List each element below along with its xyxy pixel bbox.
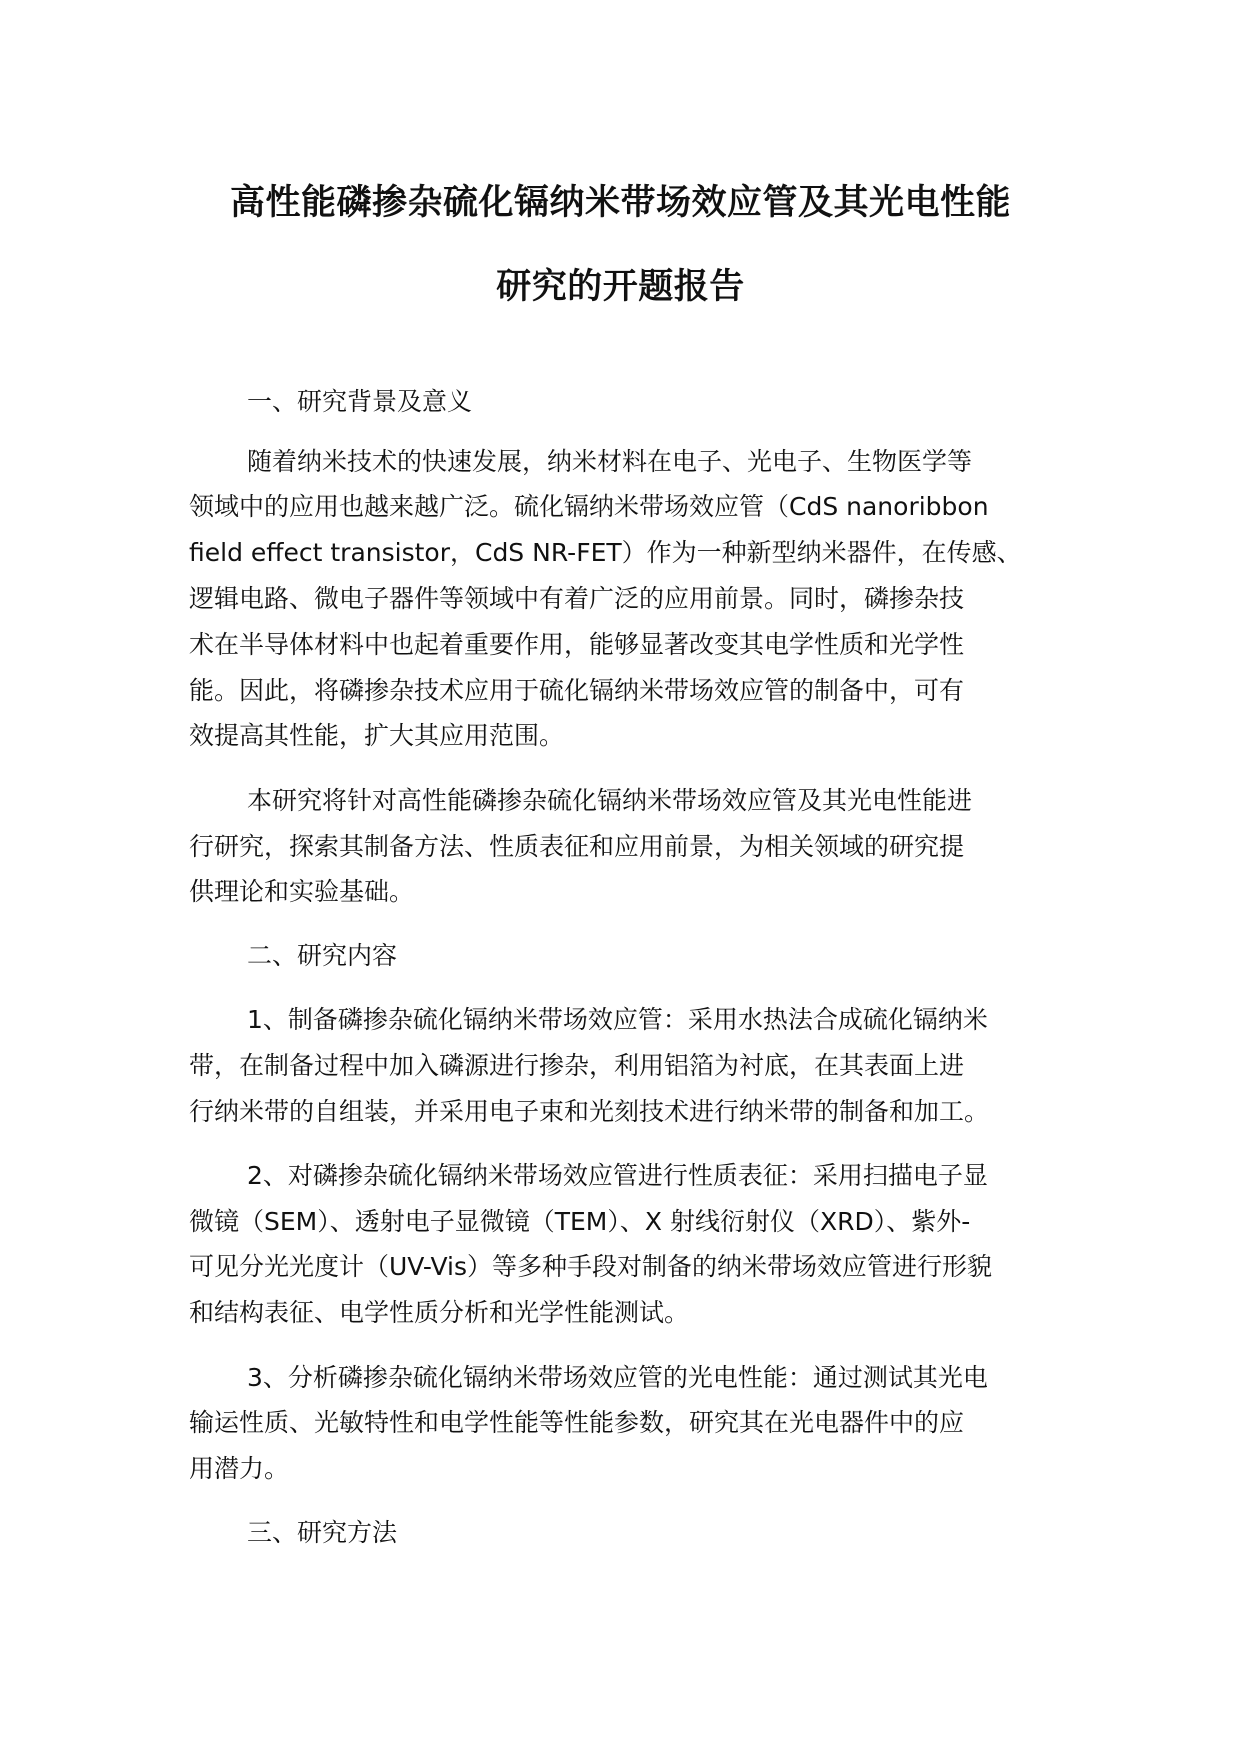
body-text-line: 效提高其性能，扩大其应用范围。 [189,721,565,750]
body-text-line: 能。因此，将磷掺杂技术应用于硫化镉纳米带场效应管的制备中，可有 [189,676,965,705]
body-text-line: 供理论和实验基础。 [189,877,415,906]
body-text-line: field effect transistor，CdS NR-FET）作为一种新型纳米器件，在传感、 [189,538,1022,567]
body-text-line: 带，在制备过程中加入磷源进行掺杂，利用铝箔为衬底，在其表面上进 [189,1051,965,1080]
body-text-line: 和结构表征、电学性质分析和光学性能测试。 [189,1298,690,1327]
body-text-line: 输运性质、光敏特性和电学性能等性能参数，研究其在光电器件中的应 [189,1408,965,1437]
body-text-line: 微镜（SEM）、透射电子显微镜（TEM）、X 射线衍射仪（XRD）、紫外- [189,1207,971,1236]
section-heading-content: 二、研究内容 [247,941,398,970]
body-text-line: 术在半导体材料中也起着重要作用，能够显著改变其电学性质和光学性 [189,630,965,659]
section-heading-method: 三、研究方法 [247,1518,398,1547]
body-text-line: 1、制备磷掺杂硫化镉纳米带场效应管：采用水热法合成硫化镉纳米 [247,1005,988,1034]
body-text-line: 用潜力。 [189,1454,290,1483]
body-text-line: 行研究，探索其制备方法、性质表征和应用前景，为相关领域的研究提 [189,832,965,861]
document-title-line-1: 高性能磷掺杂硫化镉纳米带场效应管及其光电性能 [229,183,1011,223]
body-text-line: 可见分光光度计（UV-Vis）等多种手段对制备的纳米带场效应管进行形貌 [189,1252,993,1281]
body-text-line: 2、对磷掺杂硫化镉纳米带场效应管进行性质表征：采用扫描电子显 [247,1161,988,1190]
body-text-line: 行纳米带的自组装，并采用电子束和光刻技术进行纳米带的制备和加工。 [189,1097,990,1126]
document-title-line-2: 研究的开题报告 [496,267,745,307]
body-text-line: 3、分析磷掺杂硫化镉纳米带场效应管的光电性能：通过测试其光电 [247,1363,988,1392]
body-text-line: 随着纳米技术的快速发展，纳米材料在电子、光电子、生物医学等 [247,447,973,476]
section-heading-background: 一、研究背景及意义 [247,387,473,416]
body-text-line: 领域中的应用也越来越广泛。硫化镉纳米带场效应管（CdS nanoribbon [189,492,989,521]
body-text-line: 逻辑电路、微电子器件等领域中有着广泛的应用前景。同时，磷掺杂技 [189,584,965,613]
body-text-line: 本研究将针对高性能磷掺杂硫化镉纳米带场效应管及其光电性能进 [247,786,973,815]
